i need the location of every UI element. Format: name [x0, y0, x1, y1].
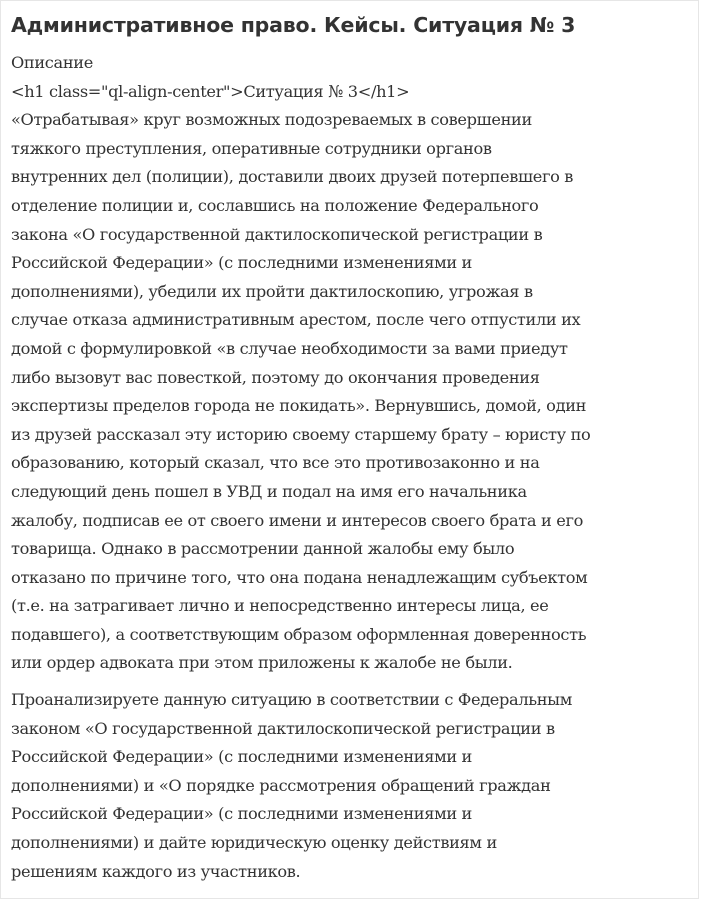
article-body [11, 49, 695, 886]
paragraph-line: или ордер адвоката при этом приложены к жалобе не были. [11, 653, 513, 673]
paragraph-line: дополнениями), убедили их пройти дактилоскопию, угрожая в [11, 281, 533, 301]
paragraph-line: подавшего), а соответствующим образом оформленная доверенность [11, 624, 587, 644]
paragraph-line: Проанализируете данную ситуацию в соответствии с Федеральным [11, 690, 572, 710]
paragraph-2 [11, 686, 695, 886]
paragraph-line: отделение полиции и, сославшись на положение Федерального [11, 195, 539, 215]
paragraph-line: образованию, который сказал, что все это противозаконно и на [11, 453, 540, 473]
paragraph-line: Российской Федерации» (с последними изменениями и [11, 747, 472, 767]
paragraph-line: внутренних дел (полиции), доставили двоих друзей потерпевшего в [11, 167, 574, 187]
paragraph-line: дополнениями) и дайте юридическую оценку действиям и [11, 833, 497, 853]
paragraph-1 [11, 106, 695, 678]
paragraph-line: закона «О государственной дактилоскопической регистрации в [11, 224, 543, 244]
paragraph-line: либо вызовут вас повесткой, поэтому до окончания проведения [11, 367, 540, 387]
paragraph-line: экспертизы пределов города не покидать». Вернувшись, домой, один [11, 396, 587, 416]
paragraph-gap [11, 678, 695, 686]
paragraph-line: тяжкого преступления, оперативные сотрудники органов [11, 138, 492, 158]
paragraph-line: жалобу, подписав ее от своего имени и интересов своего брата и его [11, 510, 583, 530]
paragraph-line: товарища. Однако в рассмотрении данной жалобы ему было [11, 539, 515, 559]
paragraph-line: «Отрабатывая» круг возможных подозреваемых в совершении [11, 110, 532, 130]
paragraph-line: решениям каждого из участников. [11, 861, 301, 881]
paragraph-line: законом «О государственной дактилоскопической регистрации в [11, 718, 555, 738]
paragraph-line: (т.е. на затрагивает лично и непосредственно интересы лица, ее [11, 596, 549, 616]
paragraph-line: следующий день пошел в УВД и подал на имя его начальника [11, 481, 527, 501]
page-title: Административное право. Кейсы. Ситуация № 3 [11, 13, 576, 37]
paragraph-line: случае отказа административным арестом, после чего отпустили их [11, 310, 581, 330]
paragraph-line: из друзей рассказал эту историю своему старшему брату – юристу по [11, 424, 591, 444]
paragraph-line: домой с формулировкой «в случае необходимости за вами приедут [11, 338, 568, 358]
paragraph-line: отказано по причине того, что она подана ненадлежащим субъектом [11, 567, 588, 587]
raw-markup-text: <h1 class="ql-align-center">Ситуация № 3</h1> [11, 81, 410, 101]
paragraph-line: дополнениями) и «О порядке рассмотрения обращений граждан [11, 775, 551, 795]
paragraph-line: Российской Федерации» (с последними изменениями и [11, 253, 472, 273]
description-label: Описание [11, 53, 93, 72]
paragraph-line: Российской Федерации» (с последними изменениями и [11, 804, 472, 824]
